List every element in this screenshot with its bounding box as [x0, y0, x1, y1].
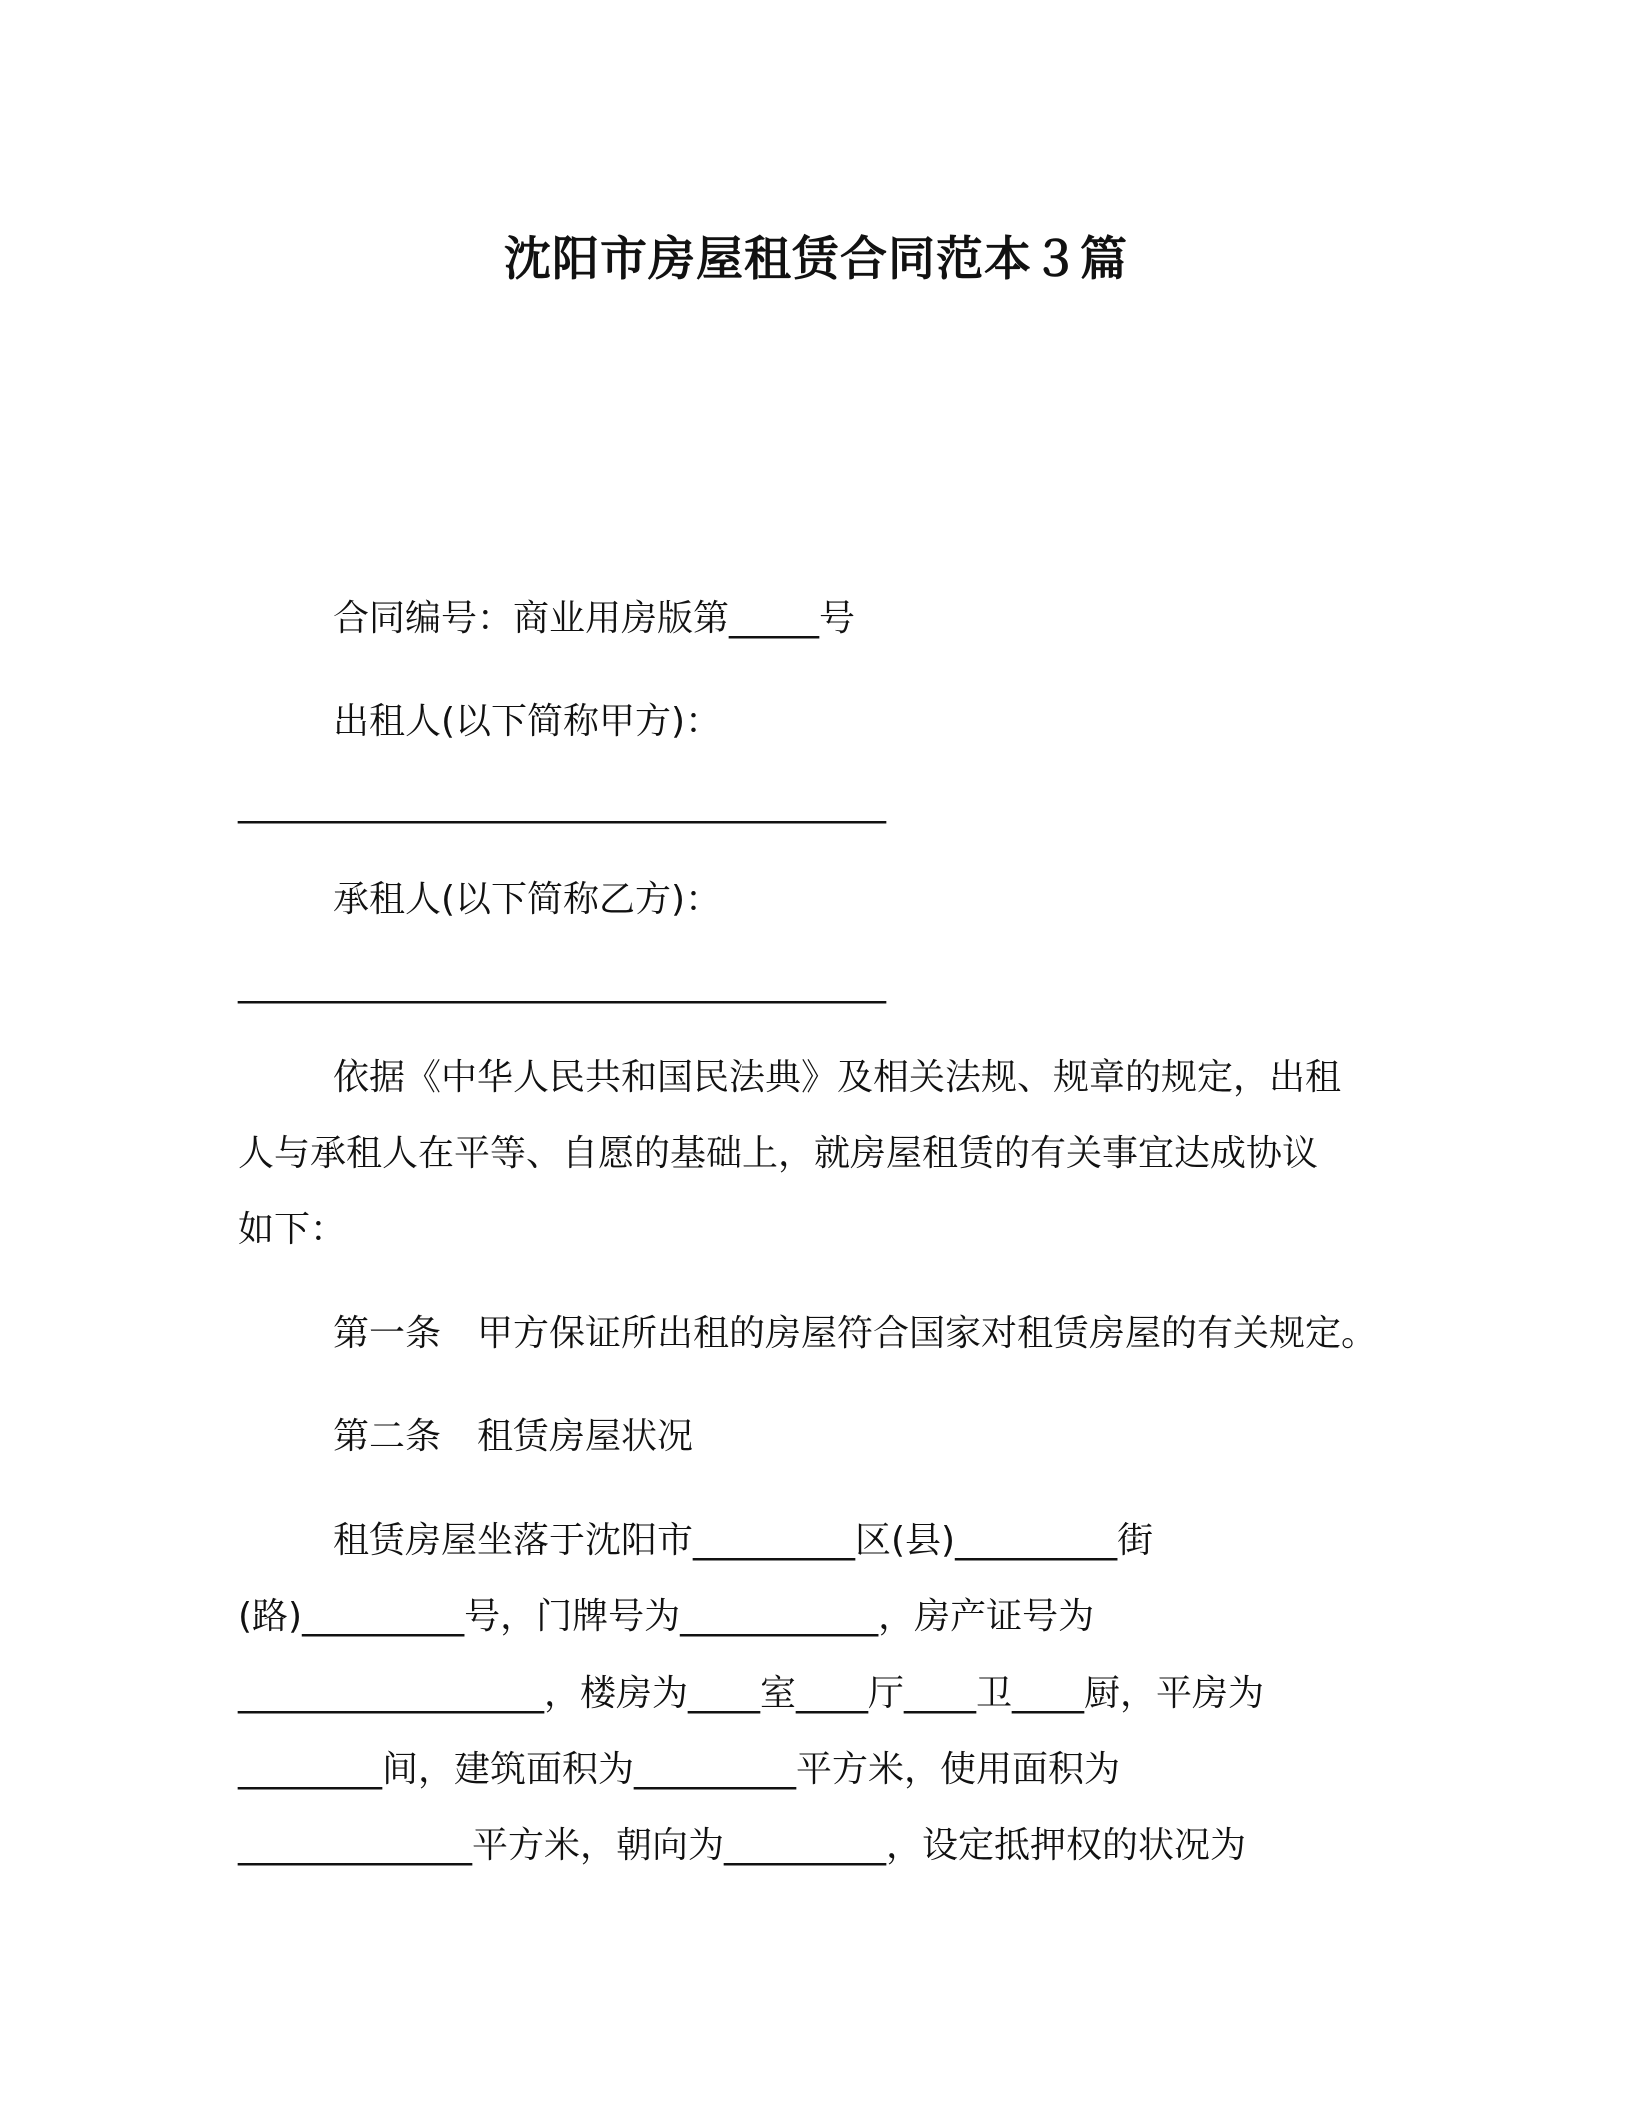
property-line-1: 租赁房屋坐落于沈阳市_________区(县)_________街	[333, 1520, 1154, 1561]
document-title: 沈阳市房屋租赁合同范本３篇	[504, 232, 1128, 287]
property-line-2: (路)_________号，门牌号为___________，房产证号为	[238, 1596, 1095, 1637]
preamble-line-2: 人与承租人在平等、自愿的基础上，就房屋租赁的有关事宜达成协议	[238, 1133, 1319, 1174]
property-line-3: _________________，楼房为____室____厅____卫____厨，平房为	[238, 1673, 1265, 1714]
article-2-heading: 第二条 租赁房屋状况	[333, 1416, 694, 1457]
contract-number-line: 合同编号：商业用房版第_____号	[333, 598, 856, 639]
lessor-label: 出租人(以下简称甲方)：	[333, 701, 722, 742]
lessee-label: 承租人(以下简称乙方)：	[333, 879, 722, 920]
preamble-line-3: 如下：	[238, 1209, 347, 1250]
lessee-blank-line: ____________________________________	[238, 963, 886, 1004]
article-1: 第一条 甲方保证所出租的房屋符合国家对租赁房屋的有关规定。	[333, 1313, 1378, 1354]
property-line-4: ________间，建筑面积为_________平方米，使用面积为	[238, 1749, 1121, 1790]
preamble-line-1: 依据《中华人民共和国民法典》及相关法规、规章的规定，出租	[333, 1057, 1342, 1098]
lessor-blank-line: ____________________________________	[238, 783, 886, 824]
property-line-5: _____________平方米，朝向为_________，设定抵押权的状况为	[238, 1825, 1247, 1866]
